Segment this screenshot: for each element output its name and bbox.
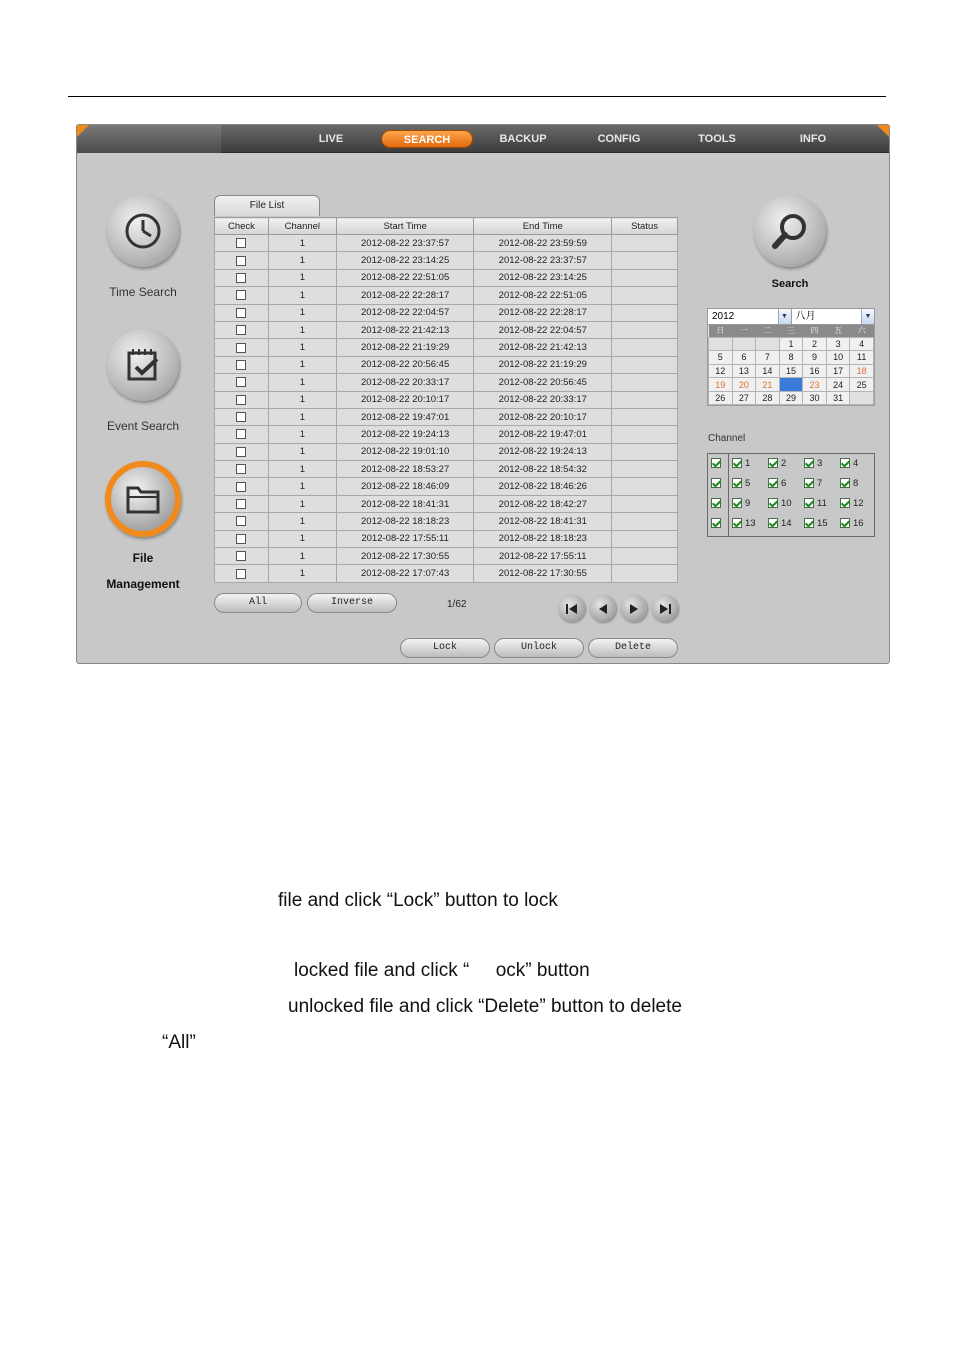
chevron-down-icon: ▼	[861, 309, 874, 324]
channel-checkbox-13[interactable]: 13	[732, 518, 756, 529]
calendar-day[interactable]: 26	[709, 391, 733, 405]
corner-accent-left	[77, 125, 89, 137]
table-row[interactable]	[215, 269, 678, 286]
checkbox-checked-icon[interactable]	[840, 518, 850, 528]
corner-accent-right	[877, 125, 889, 137]
top-nav-bar	[77, 125, 889, 153]
cell-start-time: 2012-08-22 20:33:17	[336, 374, 474, 391]
month-select[interactable]: 八月 ▼	[792, 309, 875, 324]
calendar-day[interactable]: 12	[709, 364, 733, 378]
table-row[interactable]	[215, 391, 678, 408]
year-select[interactable]: 2012 ▼	[708, 309, 792, 324]
cell-end-time: 2012-08-22 18:54:32	[474, 461, 612, 478]
table-row[interactable]	[215, 252, 678, 269]
calendar-empty-cell	[756, 337, 780, 351]
calendar-check-icon	[123, 345, 163, 385]
cell-start-time: 2012-08-22 18:18:23	[336, 513, 474, 530]
table-row[interactable]	[215, 304, 678, 321]
cell-start-time: 2012-08-22 19:47:01	[336, 408, 474, 425]
col-start-time: Start Time	[336, 218, 474, 235]
calendar-day[interactable]: 18	[850, 364, 874, 378]
last-page-button[interactable]	[651, 595, 678, 622]
cell-end-time: 2012-08-22 23:37:57	[474, 252, 612, 269]
row-checkbox[interactable]	[236, 308, 246, 318]
next-icon	[628, 603, 640, 615]
event-search-button[interactable]	[107, 329, 179, 401]
weekday-label: 五	[826, 325, 850, 337]
unlock-button[interactable]: Unlock	[494, 638, 584, 658]
channel-checkbox-6[interactable]: 6	[768, 478, 786, 489]
cell-start-time: 2012-08-22 18:46:09	[336, 478, 474, 495]
prev-icon	[597, 603, 609, 615]
calendar-empty-cell	[709, 337, 733, 351]
cell-start-time: 2012-08-22 23:37:57	[336, 235, 474, 252]
checkbox-checked-icon[interactable]	[840, 478, 850, 488]
weekday-label: 六	[850, 325, 874, 337]
calendar-day[interactable]: 25	[850, 378, 874, 392]
clock-icon	[123, 211, 163, 251]
cell-channel: 1	[268, 339, 336, 356]
file-management-label-2: Management	[106, 577, 180, 591]
calendar-day[interactable]: 11	[850, 351, 874, 365]
next-page-button[interactable]	[620, 595, 647, 622]
table-row[interactable]	[215, 461, 678, 478]
nav-tools[interactable]: TOOLS	[698, 133, 736, 145]
calendar-day[interactable]: 2	[803, 337, 827, 351]
instruction-line-unlock: locked file and click “ ock” button	[294, 960, 590, 981]
instruction-line-delete: unlocked file and click “Delete” button to delete	[288, 996, 682, 1017]
cell-status	[612, 513, 678, 530]
channel-checkbox-10[interactable]: 10	[768, 498, 792, 509]
cell-status	[612, 339, 678, 356]
checkbox-checked-icon[interactable]	[804, 458, 814, 468]
cell-channel: 1	[268, 235, 336, 252]
time-search-label: Time Search	[109, 285, 177, 299]
search-label: Search	[771, 278, 809, 290]
checkbox-checked-icon[interactable]	[804, 498, 814, 508]
cell-start-time: 2012-08-22 22:28:17	[336, 287, 474, 304]
cell-channel: 1	[268, 356, 336, 373]
chevron-down-icon: ▼	[778, 309, 791, 324]
table-row[interactable]	[215, 495, 678, 512]
calendar-day[interactable]: 14	[756, 364, 780, 378]
channel-checkbox-11[interactable]: 11	[804, 498, 827, 509]
first-page-button[interactable]	[558, 595, 585, 622]
channel-checkbox-14[interactable]: 14	[768, 518, 792, 529]
table-row[interactable]	[215, 339, 678, 356]
weekday-label: 二	[756, 325, 780, 337]
calendar-day[interactable]: 4	[850, 337, 874, 351]
cell-status	[612, 287, 678, 304]
cell-end-time: 2012-08-22 19:47:01	[474, 426, 612, 443]
cell-start-time: 2012-08-22 19:24:13	[336, 426, 474, 443]
nav-config[interactable]: CONFIG	[597, 133, 641, 145]
row-checkbox[interactable]	[236, 412, 246, 422]
cell-channel: 1	[268, 269, 336, 286]
file-management-button[interactable]	[105, 461, 181, 537]
table-row[interactable]	[215, 235, 678, 252]
row-checkbox[interactable]	[236, 325, 246, 335]
channel-checkbox-12[interactable]: 12	[840, 498, 864, 509]
calendar-day[interactable]: 29	[779, 391, 803, 405]
cell-end-time: 2012-08-22 23:14:25	[474, 269, 612, 286]
row-checkbox[interactable]	[236, 360, 246, 370]
calendar-day[interactable]: 3	[826, 337, 850, 351]
weekday-label: 一	[732, 325, 756, 337]
channel-checkbox-3[interactable]: 3	[804, 458, 822, 469]
calendar-day[interactable]: 22	[779, 378, 803, 392]
nav-backup[interactable]: BACKUP	[499, 133, 547, 145]
cell-status	[612, 252, 678, 269]
cell-status	[612, 235, 678, 252]
cell-status	[612, 443, 678, 460]
instruction-line-lock: file and click “Lock” button to lock	[278, 890, 558, 911]
nav-search[interactable]: SEARCH	[381, 130, 473, 148]
cell-start-time: 2012-08-22 20:10:17	[336, 391, 474, 408]
cell-start-time: 2012-08-22 18:53:27	[336, 461, 474, 478]
checkbox-checked-icon[interactable]	[804, 518, 814, 528]
cell-end-time: 2012-08-22 18:18:23	[474, 530, 612, 547]
table-row[interactable]	[215, 426, 678, 443]
cell-channel: 1	[268, 461, 336, 478]
channel-checkbox-8[interactable]: 8	[840, 478, 858, 489]
table-row[interactable]	[215, 321, 678, 338]
inverse-button[interactable]: Inverse	[307, 593, 397, 613]
table-row[interactable]	[215, 287, 678, 304]
cell-status	[612, 391, 678, 408]
calendar-day[interactable]: 13	[732, 364, 756, 378]
cell-start-time: 2012-08-22 18:41:31	[336, 495, 474, 512]
checkbox-checked-icon[interactable]	[711, 498, 721, 508]
prev-page-button[interactable]	[589, 595, 616, 622]
cell-start-time: 2012-08-22 21:19:29	[336, 339, 474, 356]
calendar-day[interactable]: 30	[803, 391, 827, 405]
nav-live[interactable]: LIVE	[318, 133, 344, 145]
row-checkbox[interactable]	[236, 343, 246, 353]
channel-checkbox-15[interactable]: 15	[804, 518, 828, 529]
cell-status	[612, 356, 678, 373]
calendar-day[interactable]: 21	[756, 378, 780, 392]
cell-end-time: 2012-08-22 21:19:29	[474, 356, 612, 373]
calendar-day[interactable]: 15	[779, 364, 803, 378]
page-indicator: 1/62	[447, 599, 467, 610]
magnifier-icon	[769, 210, 811, 252]
table-row[interactable]	[215, 548, 678, 565]
channel-checkbox-1[interactable]: 1	[732, 458, 750, 469]
skip-last-icon	[658, 603, 672, 615]
cell-channel: 1	[268, 391, 336, 408]
calendar-day[interactable]: 1	[779, 337, 803, 351]
cell-status	[612, 478, 678, 495]
calendar-day[interactable]: 9	[803, 351, 827, 365]
channel-checkbox-4[interactable]: 4	[840, 458, 858, 469]
row-checkbox[interactable]	[236, 516, 246, 526]
channel-checkbox-7[interactable]: 7	[804, 478, 822, 489]
folder-icon	[123, 479, 163, 519]
calendar-day[interactable]: 27	[732, 391, 756, 405]
cell-status	[612, 548, 678, 565]
cell-start-time: 2012-08-22 20:56:45	[336, 356, 474, 373]
cell-start-time: 2012-08-22 22:04:57	[336, 304, 474, 321]
weekday-label: 日	[709, 325, 733, 337]
calendar-day[interactable]: 7	[756, 351, 780, 365]
cell-status	[612, 565, 678, 582]
cell-end-time: 2012-08-22 20:56:45	[474, 374, 612, 391]
row-checkbox[interactable]	[236, 429, 246, 439]
cell-channel: 1	[268, 443, 336, 460]
cell-end-time: 2012-08-22 17:55:11	[474, 548, 612, 565]
row-checkbox[interactable]	[236, 534, 246, 544]
cell-start-time: 2012-08-22 19:01:10	[336, 443, 474, 460]
calendar-day[interactable]: 5	[709, 351, 733, 365]
row-checkbox[interactable]	[236, 499, 246, 509]
calendar-day[interactable]: 24	[826, 378, 850, 392]
row-checkbox[interactable]	[236, 447, 246, 457]
calendar-day[interactable]: 31	[826, 391, 850, 405]
cell-channel: 1	[268, 408, 336, 425]
cell-status	[612, 408, 678, 425]
cell-channel: 1	[268, 304, 336, 321]
channel-group-checkbox[interactable]	[711, 478, 721, 489]
calendar-day[interactable]: 10	[826, 351, 850, 365]
channel-group-checkbox[interactable]	[711, 458, 721, 469]
row-checkbox[interactable]	[236, 273, 246, 283]
cell-end-time: 2012-08-22 23:59:59	[474, 235, 612, 252]
cell-start-time: 2012-08-22 17:55:11	[336, 530, 474, 547]
row-checkbox[interactable]	[236, 551, 246, 561]
cell-start-time: 2012-08-22 22:51:05	[336, 269, 474, 286]
cell-end-time: 2012-08-22 22:51:05	[474, 287, 612, 304]
row-checkbox[interactable]	[236, 238, 246, 248]
col-status: Status	[612, 218, 678, 235]
search-button[interactable]	[754, 195, 826, 267]
row-checkbox[interactable]	[236, 395, 246, 405]
cell-end-time: 2012-08-22 18:41:31	[474, 513, 612, 530]
cell-start-time: 2012-08-22 23:14:25	[336, 252, 474, 269]
checkbox-checked-icon[interactable]	[768, 518, 778, 528]
cell-status	[612, 461, 678, 478]
checkbox-checked-icon[interactable]	[711, 478, 721, 488]
table-row[interactable]	[215, 513, 678, 530]
cell-channel: 1	[268, 565, 336, 582]
table-row[interactable]	[215, 530, 678, 547]
cell-end-time: 2012-08-22 22:28:17	[474, 304, 612, 321]
channel-group-checkbox[interactable]	[711, 518, 721, 529]
tab-file-list[interactable]: File List	[214, 195, 320, 216]
file-management-label-1: File	[132, 551, 154, 565]
channel-label: Channel	[708, 433, 746, 444]
cell-start-time: 2012-08-22 21:42:13	[336, 321, 474, 338]
cell-status	[612, 530, 678, 547]
channel-divider	[728, 454, 729, 536]
skip-first-icon	[565, 603, 579, 615]
row-checkbox[interactable]	[236, 290, 246, 300]
cell-end-time: 2012-08-22 20:33:17	[474, 391, 612, 408]
cell-channel: 1	[268, 321, 336, 338]
cell-status	[612, 426, 678, 443]
channel-checkbox-group	[707, 453, 875, 537]
col-channel: Channel	[268, 218, 336, 235]
cell-end-time: 2012-08-22 18:42:27	[474, 495, 612, 512]
cell-channel: 1	[268, 530, 336, 547]
cell-status	[612, 304, 678, 321]
checkbox-checked-icon[interactable]	[732, 518, 742, 528]
channel-checkbox-5[interactable]: 5	[732, 478, 750, 489]
cell-end-time: 2012-08-22 18:46:26	[474, 478, 612, 495]
cell-channel: 1	[268, 374, 336, 391]
all-button[interactable]: All	[214, 593, 302, 613]
channel-checkbox-16[interactable]: 16	[840, 518, 864, 529]
checkbox-checked-icon[interactable]	[768, 498, 778, 508]
cell-channel: 1	[268, 478, 336, 495]
time-search-button[interactable]	[107, 195, 179, 267]
cell-end-time: 2012-08-22 20:10:17	[474, 408, 612, 425]
checkbox-checked-icon[interactable]	[732, 458, 742, 468]
col-end-time: End Time	[474, 218, 612, 235]
cell-end-time: 2012-08-22 17:30:55	[474, 565, 612, 582]
table-row[interactable]	[215, 408, 678, 425]
cell-status	[612, 269, 678, 286]
nav-info[interactable]: INFO	[799, 133, 827, 145]
checkbox-checked-icon[interactable]	[732, 498, 742, 508]
calendar	[707, 308, 875, 406]
table-row[interactable]	[215, 565, 678, 582]
calendar-day[interactable]: 20	[732, 378, 756, 392]
calendar-day[interactable]: 16	[803, 364, 827, 378]
calendar-empty-cell	[732, 337, 756, 351]
cell-channel: 1	[268, 252, 336, 269]
instruction-line-all: “All”	[162, 1032, 196, 1053]
calendar-day[interactable]: 8	[779, 351, 803, 365]
cell-start-time: 2012-08-22 17:30:55	[336, 548, 474, 565]
weekday-label: 三	[779, 325, 803, 337]
cell-channel: 1	[268, 513, 336, 530]
cell-channel: 1	[268, 287, 336, 304]
cell-status	[612, 495, 678, 512]
event-search-label: Event Search	[106, 419, 180, 433]
weekday-label: 四	[803, 325, 827, 337]
checkbox-checked-icon[interactable]	[768, 458, 778, 468]
cell-channel: 1	[268, 548, 336, 565]
table-row[interactable]	[215, 356, 678, 373]
checkbox-checked-icon[interactable]	[711, 458, 721, 468]
calendar-day[interactable]: 23	[803, 378, 827, 392]
row-checkbox[interactable]	[236, 482, 246, 492]
calendar-day[interactable]: 6	[732, 351, 756, 365]
channel-checkbox-2[interactable]: 2	[768, 458, 786, 469]
calendar-empty-cell	[850, 391, 874, 405]
file-list-table	[214, 217, 678, 583]
table-row[interactable]	[215, 374, 678, 391]
checkbox-checked-icon[interactable]	[768, 478, 778, 488]
header-rule	[68, 96, 886, 97]
row-checkbox[interactable]	[236, 377, 246, 387]
checkbox-checked-icon[interactable]	[840, 498, 850, 508]
cell-status	[612, 374, 678, 391]
row-checkbox[interactable]	[236, 569, 246, 579]
checkbox-checked-icon[interactable]	[840, 458, 850, 468]
checkbox-checked-icon[interactable]	[804, 478, 814, 488]
cell-end-time: 2012-08-22 22:04:57	[474, 321, 612, 338]
cell-start-time: 2012-08-22 17:07:43	[336, 565, 474, 582]
cell-end-time: 2012-08-22 19:24:13	[474, 443, 612, 460]
calendar-day[interactable]: 28	[756, 391, 780, 405]
cell-channel: 1	[268, 495, 336, 512]
checkbox-checked-icon[interactable]	[732, 478, 742, 488]
row-checkbox[interactable]	[236, 256, 246, 266]
row-checkbox[interactable]	[236, 464, 246, 474]
channel-checkbox-9[interactable]: 9	[732, 498, 750, 509]
checkbox-checked-icon[interactable]	[711, 518, 721, 528]
dvr-window	[76, 124, 890, 664]
cell-status	[612, 321, 678, 338]
delete-button[interactable]: Delete	[588, 638, 678, 658]
cell-channel: 1	[268, 426, 336, 443]
channel-group-checkbox[interactable]	[711, 498, 721, 509]
table-row[interactable]	[215, 478, 678, 495]
table-row[interactable]	[215, 443, 678, 460]
col-check: Check	[215, 218, 269, 235]
lock-button[interactable]: Lock	[400, 638, 490, 658]
calendar-day[interactable]: 17	[826, 364, 850, 378]
cell-end-time: 2012-08-22 21:42:13	[474, 339, 612, 356]
calendar-day[interactable]: 19	[709, 378, 733, 392]
